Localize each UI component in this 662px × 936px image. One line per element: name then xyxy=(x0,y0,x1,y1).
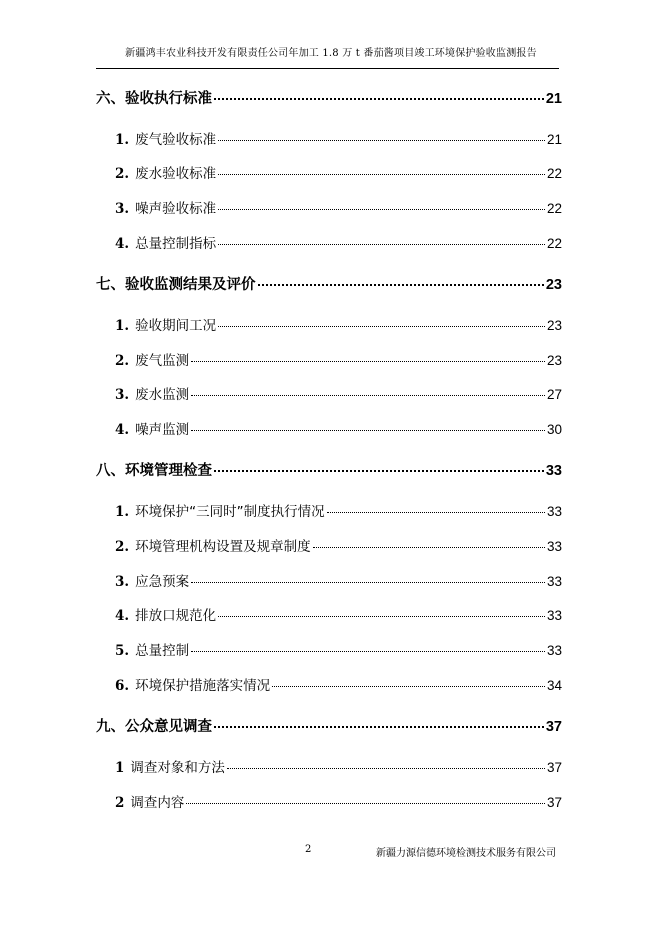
toc-entry[interactable] xyxy=(96,349,562,369)
toc-entry-title: 六、验收执行标准 xyxy=(96,91,212,107)
toc-entry-title: 环境保护措施落实情况 xyxy=(135,678,271,694)
toc-entry-page: 22 xyxy=(546,236,562,251)
toc-entry-number: 6. xyxy=(115,678,130,694)
toc-entry-number: 2 xyxy=(115,795,125,811)
toc-entry-page: 33 xyxy=(546,504,562,519)
toc-entry-page: 34 xyxy=(546,678,562,693)
toc-entry[interactable] xyxy=(96,500,562,520)
toc-leader xyxy=(258,284,544,286)
toc-entry-number: 4. xyxy=(115,608,130,624)
toc-leader xyxy=(313,547,545,548)
toc-leader xyxy=(191,582,545,583)
toc-entry-page: 37 xyxy=(546,795,562,810)
toc-entry-number: 4. xyxy=(115,236,130,252)
toc-entry-page: 23 xyxy=(545,277,562,293)
toc-entry-page: 37 xyxy=(546,760,562,775)
toc-entry[interactable] xyxy=(96,232,562,252)
toc-entry-page: 33 xyxy=(545,463,562,479)
toc-entry-title: 验收期间工况 xyxy=(135,318,217,334)
toc-entry[interactable] xyxy=(96,197,562,217)
toc-entry[interactable] xyxy=(96,674,562,694)
toc-entry[interactable] xyxy=(96,418,562,438)
toc-entry-title: 总量控制 xyxy=(135,643,190,659)
page-number: 2 xyxy=(305,844,312,855)
toc-entry-number: 3. xyxy=(115,387,130,403)
toc-leader xyxy=(191,395,545,396)
toc-entry-number: 1. xyxy=(115,132,130,148)
toc-entry-number: 4. xyxy=(115,422,130,438)
toc-entry-page: 30 xyxy=(546,422,562,437)
toc-leader xyxy=(218,326,545,327)
toc-leader xyxy=(218,209,545,210)
toc-entry-page: 27 xyxy=(546,387,562,402)
toc-entry[interactable] xyxy=(96,273,562,294)
toc-leader xyxy=(214,98,544,100)
toc-entry-page: 23 xyxy=(546,353,562,368)
toc-entry-number: 1 xyxy=(115,760,125,776)
toc-entry-number: 2. xyxy=(115,539,130,555)
toc-entry-number: 5. xyxy=(115,643,130,659)
toc-leader xyxy=(218,244,545,245)
toc-entry-number: 2. xyxy=(115,166,130,182)
toc-entry-title: 废水监测 xyxy=(135,387,190,403)
toc-entry-title: 调查对象和方法 xyxy=(130,760,225,776)
toc-entry-page: 21 xyxy=(546,132,562,147)
toc-entry-title: 废气验收标准 xyxy=(135,132,217,148)
toc-entry[interactable] xyxy=(96,87,562,108)
toc-entry-title: 环境管理机构设置及规章制度 xyxy=(135,539,311,555)
toc-entry-number: 3. xyxy=(115,201,130,217)
toc-entry-page: 21 xyxy=(545,91,562,107)
toc-leader xyxy=(218,140,545,141)
toc-entry-number: 1. xyxy=(115,504,130,520)
toc-entry[interactable] xyxy=(96,535,562,555)
toc-entry-title: 排放口规范化 xyxy=(135,608,217,624)
toc-entry-number: 2. xyxy=(115,353,130,369)
toc-entry[interactable] xyxy=(96,604,562,624)
toc-leader xyxy=(272,686,545,687)
toc-entry-page: 23 xyxy=(546,318,562,333)
toc-entry[interactable] xyxy=(96,756,562,776)
toc-leader xyxy=(191,651,545,652)
toc-leader xyxy=(218,174,545,175)
toc-entry-title: 总量控制指标 xyxy=(135,236,217,252)
toc-entry[interactable] xyxy=(96,715,562,736)
toc-entry-title: 环境保护“三同时”制度执行情况 xyxy=(135,504,325,520)
toc-entry-page: 33 xyxy=(546,539,562,554)
toc-entry-title: 废水验收标准 xyxy=(135,166,217,182)
toc-entry-page: 22 xyxy=(546,201,562,216)
toc-entry[interactable] xyxy=(96,162,562,182)
toc-entry-title: 噪声监测 xyxy=(135,422,190,438)
toc-entry-page: 22 xyxy=(546,166,562,181)
toc-entry-page: 33 xyxy=(546,574,562,589)
toc-entry-title: 七、验收监测结果及评价 xyxy=(96,277,256,293)
toc-entry-number: 1. xyxy=(115,318,130,334)
toc-entry[interactable] xyxy=(96,128,562,148)
toc-leader xyxy=(327,512,545,513)
toc-entry[interactable] xyxy=(96,314,562,334)
toc-entry[interactable] xyxy=(96,791,562,811)
toc-leader xyxy=(214,470,544,472)
toc-leader xyxy=(186,803,545,804)
toc-entry-title: 废气监测 xyxy=(135,353,190,369)
toc-entry-title: 应急预案 xyxy=(135,574,190,590)
toc-entry[interactable] xyxy=(96,639,562,659)
toc-entry[interactable] xyxy=(96,570,562,590)
toc-leader xyxy=(218,616,545,617)
toc-entry[interactable] xyxy=(96,459,562,480)
toc-entry-page: 33 xyxy=(546,643,562,658)
toc-entry-title: 噪声验收标准 xyxy=(135,201,217,217)
toc-entry-title: 九、公众意见调查 xyxy=(96,719,212,735)
toc-entry[interactable] xyxy=(96,383,562,403)
toc-entry-title: 八、环境管理检查 xyxy=(96,463,212,479)
running-header: 新疆鸿丰农业科技开发有限责任公司年加工 1.8 万 t 番茄酱项目竣工环境保护验收监测报告 xyxy=(125,48,537,59)
table-of-contents xyxy=(96,0,562,900)
toc-leader xyxy=(191,430,545,431)
toc-leader xyxy=(214,726,544,728)
toc-entry-page: 37 xyxy=(545,719,562,735)
toc-entry-page: 33 xyxy=(546,608,562,623)
toc-leader xyxy=(227,768,545,769)
toc-entry-number: 3. xyxy=(115,574,130,590)
footer-company: 新疆力源信德环境检测技术服务有限公司 xyxy=(376,848,556,859)
toc-leader xyxy=(191,361,545,362)
toc-entry-title: 调查内容 xyxy=(130,795,185,811)
